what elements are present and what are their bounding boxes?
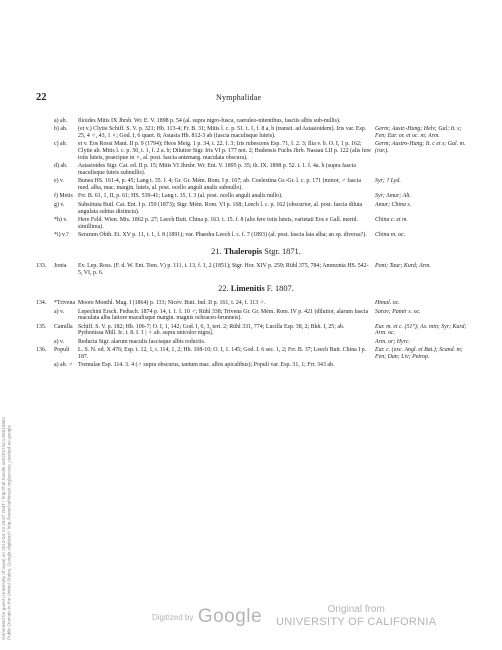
page-number: 22 [36,92,47,103]
entry-number [36,232,54,239]
page-header [36,92,466,106]
species-entry [36,300,466,307]
species-entry [36,347,466,361]
entry-description: Reducta Stgr. alarum maculis fasciaque albis reductis. [78,338,206,345]
entry-distribution: Arm. or; Hyrc. [375,338,410,345]
entry-distribution: Eur. m. et c. (51°); As. min; Syr; Kurd; Arm. oc. [375,323,467,337]
digitized-by-google-watermark [152,606,262,628]
species-entry [36,217,466,231]
entry-description: Here Feld. Wien. Mts. 1862 p. 27; Leech Butt. China p. 163. t. 15. f. 8 (alis fere totis luteis, varietati Eos e Gall. merid. simillima). [78,216,358,230]
entry-name: *Trivena [54,300,76,307]
entry-description: Schiff. S. V. p. 182; Hb. 106-7; O. I, 1, 142; God. I, 6, 3, tert. 2; Rühl 331, 774; Lucilla Esp. 38, 2; Bkh. I, 25; ab. Pythonissa Mill. Ic. t. 8. f. 1 | ♀ ab. supra unicolor nigra]. [78,323,345,337]
entry-number [36,339,54,346]
entry-number [36,309,54,323]
entry-number: 133. [36,262,47,269]
species-entry [36,141,466,161]
entry-name: b) ab. [54,126,68,133]
species-entry [36,178,466,192]
species-entry [36,118,466,125]
entry-description: Bunea HS. 161-4, p. 45; Lang t. 35. f. 4; Gr. Gr. Mém. Rom. I p. 167; ab. Coelestina Gr.-Gr. l. c. p. 171 (minor, ♂ fascia med. alba, mac. margin. luteis, al. post. ocello anguli analis subnullo). [78,178,361,192]
entry-description: Substituta Butl. Cat. Ent. I p. 159 (1873); Stgr. Mém. Rom. VI p. 168; Leech l. c. p. 162 (obscurior, al. post. fascia diluta angulata subtus distincta). [78,201,363,215]
species-entry [36,126,466,140]
entry-name: f) Metis [54,193,73,200]
genus-author: F. 1807. [266,284,294,294]
entry-name: a) ab. [54,118,68,124]
species-entry [36,309,466,323]
entry-description: (et v.) Clytie Schiff. S. V. p. 321; Hb. 113-4; Fr. B. 31; Mitis l. c. p. 51. t. 1, f. 8 a, b (transit. ad Astasioidem). Iris var. Esp. 25, 4 ♂, 43, 1 ♀; God. I, 6 quart. 8; Astasia Hb. 812-3 ab (fascia maculisque luteis). [78,126,367,140]
genus-heading [36,284,466,294]
entry-description: Tremulae Esp. 114. 3. 4 (♂ supra obscurus, tantum mac. albis apicalibus); Populi var. Esp. 31, 1; Frr. 343 ab. [78,362,335,369]
page-body [36,118,466,371]
species-entry [36,163,466,177]
entry-distribution: Eur. c. (exc. Angl. et Bat.); Scand. m; Fen; Dan; Liv; Petrop. [375,347,463,360]
entry-distribution: Pont; Taur; Kurd; Arm. [375,262,431,269]
entry-number [36,202,54,216]
genus-number: 21. [211,246,222,256]
entry-number [36,163,54,177]
entry-description: Ev. Lep. Ross. (F. d. W. Ent. Tom. V) p. 111, t. 13, f. 1, 2 (1851); Stgr. Hor. XIV p. 259; Rühl 375, 784; Ammonia HS. 542-5, VI, p. 6. [78,262,369,276]
entry-distribution: Sarav; Pamir s. oc. [375,308,421,315]
entry-name: *h) v. [54,216,68,223]
page-footer [36,600,466,640]
entry-distribution: China c. et m. [375,216,408,223]
genus-name: Thaleropis [223,246,263,256]
entry-number [36,178,54,192]
entry-distribution: Himal. oc. [375,300,400,307]
entry-distribution: Germ; Austro-Hung; It. c et s; Gal. m. (rar.). [375,141,466,155]
original-from-label: Original from [327,604,385,615]
side-stamp-text: Generated for guest (University of Iowa) on 2013-04-19 16:07 GMT / http://hdl.handle.net/2027/uc1.b5513662 Public Domain in the United States, Google-digitized / http://www.hathitrust.org/access_use#pd-us-google [0,417,11,640]
species-entry [36,263,466,277]
google-logo: Google [197,606,263,627]
running-title: Nymphalidae [216,93,262,102]
entry-name: Populi [54,347,70,354]
entry-distribution: Syr; ? Lyd. [375,178,401,185]
entry-name: Jonia [54,262,67,269]
entry-number [36,193,54,200]
entry-distribution: Amur; China s. [375,201,412,208]
genus-heading [36,247,466,257]
entry-number [36,126,54,140]
digitized-by-label: Digitized by [152,613,194,622]
entry-number: 134. [36,300,47,307]
entry-name: Camilla [54,323,73,330]
entry-name: g) v. [54,201,65,208]
entry-number: 136. [36,347,47,354]
genus-section [36,284,466,369]
entry-number [36,362,54,369]
entry-distribution [371,163,467,177]
hathitrust-usage-stamp [0,330,12,640]
entry-distribution: Syr; Amur; Alt. [375,193,411,200]
entry-description: et v. Eos Rossi Mant. II p. 9 (1794); Heos Meig. 1 p. 34, t. 22. f. 3; Iris rubescens Esp. 71, f. 2. 3; Ilia v. b. O. I, 1 p. 162; Clytie ab. Mitis l. c. p. 50, t. 1, f. 2 a. b; Dilutior Stgr. Iris VI p. 177 not. 2; Budensis Fuchs Jhrb. Nassau LII p. 122 (alis fere totis luteis, praecipue in ♀, al. post. fascia antemarg. maculata obscura). [78,141,371,161]
original-from-watermark [276,604,436,628]
entry-name: a) v. [54,338,65,345]
entry-distribution [371,118,467,125]
entry-name: c) ab. [54,141,68,148]
entry-name: *i) v.? [54,232,69,238]
genus-name: Limenitis [230,284,265,294]
genus-section [36,118,466,239]
species-entry [36,202,466,216]
species-entry [36,324,466,338]
entry-description: L. S. N. ed. X 476; Esp. t. 12, 1, t. 114, 1, 2; Hb. 108-10; O. I, 1. 145; God. I. 6 sec. 1, 2; Frr. B. 37; Leech Butt. China I p. 187. [78,347,367,360]
entry-description: Moore Monthl. Mag. I (1864) p. 133; Nicév. Butt. Ind. II p. 161, t. 24, f. 113 ♂. [78,300,266,307]
entry-description: Astasioides Stgr. Cat. ed. II p. 15; Mitis VI Jhrsbr. Wr. Ent. V. 1895 p. 35; ib. IX. 1898 p. 52. t. 1. f. 4a. b (supra fascia maculisque luteis subnullis). [78,163,356,177]
species-entry [36,193,466,200]
entry-name: d) ab. [54,163,68,170]
species-entry [36,232,466,239]
genus-number: 22. [218,284,229,294]
entry-number [36,118,54,125]
genus-author: Stgr. 1871. [264,246,301,256]
entry-distribution [371,362,467,369]
entry-number [36,217,54,231]
genus-section [36,247,466,277]
species-entry [36,339,466,346]
entry-name: a) ab. ♂ [54,362,73,369]
entry-name: e) v. [54,178,65,185]
entry-description: Lepechini Ersch. Fedtsch. 1874 p. 14, t. 1. f. 10 ♂; Rühl 338; Trivena Gr. Gr. Mém. Rom. IV p. 421 (dilutior, alarum fascia maculata alba latiore maculisque margin. magnis ochraceo-brunneis). [78,308,369,322]
entry-number: 135. [36,323,47,330]
entry-number [36,141,54,161]
species-entry [36,362,466,369]
entry-description: Serarum Obth. Et. XV p. 11, t. 1, f. 8 (1891); var. Phaedra Leech l. c. f. 7 (1893) (al. post. fascia lata alba; an sp. diversa?). [78,232,367,238]
entry-description: Ilioides Mitis IX Jhrsb. Wr. E. V. 1898 p. 54 (al. supra nigro-fusca, caeruleo-nitentibus, fasciis albis sub-nullis). [78,118,341,124]
university-label: UNIVERSITY OF CALIFORNIA [276,616,437,628]
entry-distribution: Germ; Austr.-Hung; Helv; Gal; It. s; Fen; Eur. or. et oc. m; Arm. [375,126,462,140]
entry-distribution: China m. oc. [375,232,406,238]
entry-description: Frr. B. 61, 1, II, p. 61; HS. 539-41; Lang t. 35, f. 3 (al. post. ocello anguli analis nullo). [78,193,283,200]
entry-name: a) v. [54,308,65,315]
